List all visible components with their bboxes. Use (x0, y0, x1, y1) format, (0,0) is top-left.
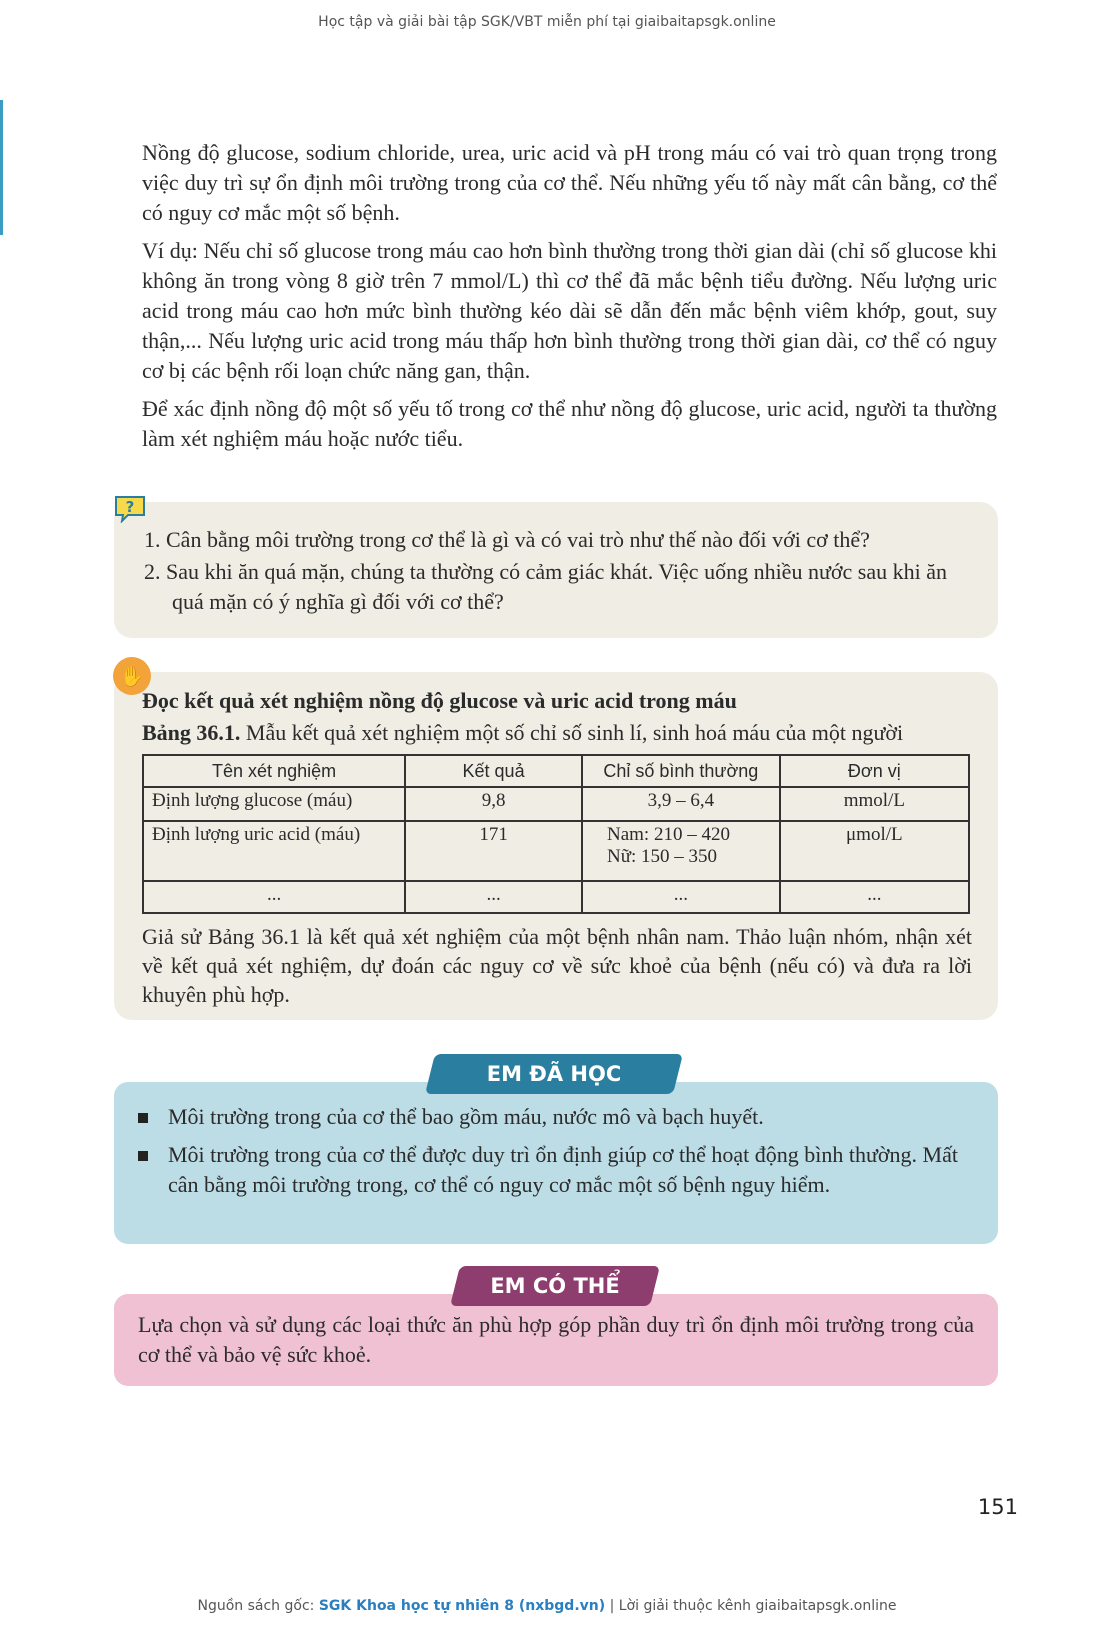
table-cell: ... (143, 881, 405, 913)
table-row (143, 881, 969, 913)
column-header: Chỉ số bình thường (582, 755, 780, 787)
question-list (144, 525, 970, 619)
question-icon (114, 495, 152, 523)
left-accent-bar (0, 100, 3, 235)
table-cell: mmol/L (780, 787, 969, 821)
table-cell: 9,8 (405, 787, 582, 821)
footer-prefix: Nguồn sách gốc: (197, 1598, 319, 1614)
table-cell: ... (405, 881, 582, 913)
svg-text:?: ? (125, 498, 135, 516)
table-caption (142, 720, 972, 746)
learned-item: Môi trường trong của cơ thể bao gồm máu, nước mô và bạch huyết. (138, 1102, 958, 1132)
activity-paragraph: Giả sử Bảng 36.1 là kết quả xét nghiệm của một bệnh nhân nam. Thảo luận nhóm, nhận xét về kết quả xét nghiệm, dự đoán các nguy cơ về sức khoẻ của bệnh (nếu có) và đưa ra lời khuyên phù hợp. (142, 924, 972, 1007)
question-item: 1. Cân bằng môi trường trong cơ thể là gì và có vai trò như thế nào đối với cơ thể? (144, 527, 870, 552)
table-cell: Định lượng glucose (máu) (143, 787, 405, 821)
table-cell: 3,9 – 6,4 (582, 787, 780, 821)
table-cell: 171 (405, 821, 582, 881)
paragraph-3: Để xác định nồng độ một số yếu tố trong cơ thể như nồng độ glucose, uric acid, người ta thường làm xét nghiệm máu hoặc nước tiểu. (142, 396, 997, 451)
table-caption-label: Bảng 36.1. (142, 720, 241, 745)
footer-suffix: | Lời giải thuộc kênh giaibaitapsgk.online (605, 1598, 897, 1614)
table-cell: ... (582, 881, 780, 913)
question-item: 2. Sau khi ăn quá mặn, chúng ta thường có cảm giác khát. Việc uống nhiều nước sau khi ăn quá mặn có ý nghĩa gì đối với cơ thể? (144, 559, 947, 614)
can-do-text: Lựa chọn và sử dụng các loại thức ăn phù hợp góp phần duy trì ổn định môi trường trong của cơ thể và bảo vệ sức khoẻ. (138, 1312, 974, 1367)
table-row (143, 787, 969, 821)
intro-text (142, 138, 997, 462)
learned-box (114, 1082, 998, 1244)
activity-title: Đọc kết quả xét nghiệm nồng độ glucose và uric acid trong máu (142, 688, 737, 713)
normal-range-male: Nam: 210 – 420 (606, 824, 730, 845)
paragraph-1: Nồng độ glucose, sodium chloride, urea, uric acid và pH trong máu có vai trò quan trọng trong việc duy trì sự ổn định môi trường trong của cơ thể. Nếu những yếu tố này mất cân bằng, cơ thể có nguy cơ mắc một số bệnh. (142, 140, 997, 225)
learned-list (138, 1102, 958, 1208)
table-cell: ... (780, 881, 969, 913)
table-cell (582, 821, 780, 881)
footer-source-link[interactable]: SGK Khoa học tự nhiên 8 (nxbgd.vn) (318, 1598, 606, 1614)
learned-tab-label: EM ĐÃ HỌC (486, 1062, 622, 1086)
paragraph-2: Ví dụ: Nếu chỉ số glucose trong máu cao hơn bình thường trong thời gian dài (chỉ số glucose khi không ăn trong vòng 8 giờ trên 7 mmol/L) thì cơ thể đã mắc bệnh tiểu đường. Nếu lượng uric acid trong máu cao hơn mức bình thường kéo dài sẽ dẫn đến mắc bệnh viêm khớp, gout, suy thận,... Nếu lượng uric acid trong máu thấp hơn bình thường trong thời gian dài, cơ thể có nguy cơ bị các bệnh rối loạn chức năng gan, thận. (142, 238, 997, 383)
column-header: Tên xét nghiệm (143, 755, 405, 787)
table-caption-text: Mẫu kết quả xét nghiệm một số chỉ số sinh lí, sinh hoá máu của một người (240, 720, 904, 745)
learned-item: Môi trường trong của cơ thể được duy trì ổn định giúp cơ thể hoạt động bình thường. Mất cân bằng môi trường trong, cơ thể có nguy cơ mắc một số bệnh nguy hiểm. (138, 1140, 958, 1200)
column-header: Đơn vị (780, 755, 969, 787)
table-cell: μmol/L (780, 821, 969, 881)
page-footer (0, 1598, 1094, 1614)
can-do-box (114, 1294, 998, 1386)
table-row (143, 821, 969, 881)
table-header-row (143, 755, 969, 787)
column-header: Kết quả (405, 755, 582, 787)
lab-results-table (142, 754, 970, 914)
can-do-tab-label: EM CÓ THỂ (490, 1274, 620, 1298)
page-number: 151 (977, 1495, 1018, 1519)
hand-icon: ✋ (113, 657, 151, 695)
normal-range-female: Nữ: 150 – 350 (606, 846, 718, 867)
table-cell: Định lượng uric acid (máu) (143, 821, 405, 881)
page-header: Học tập và giải bài tập SGK/VBT miễn phí tại giaibaitapsgk.online (318, 14, 776, 30)
